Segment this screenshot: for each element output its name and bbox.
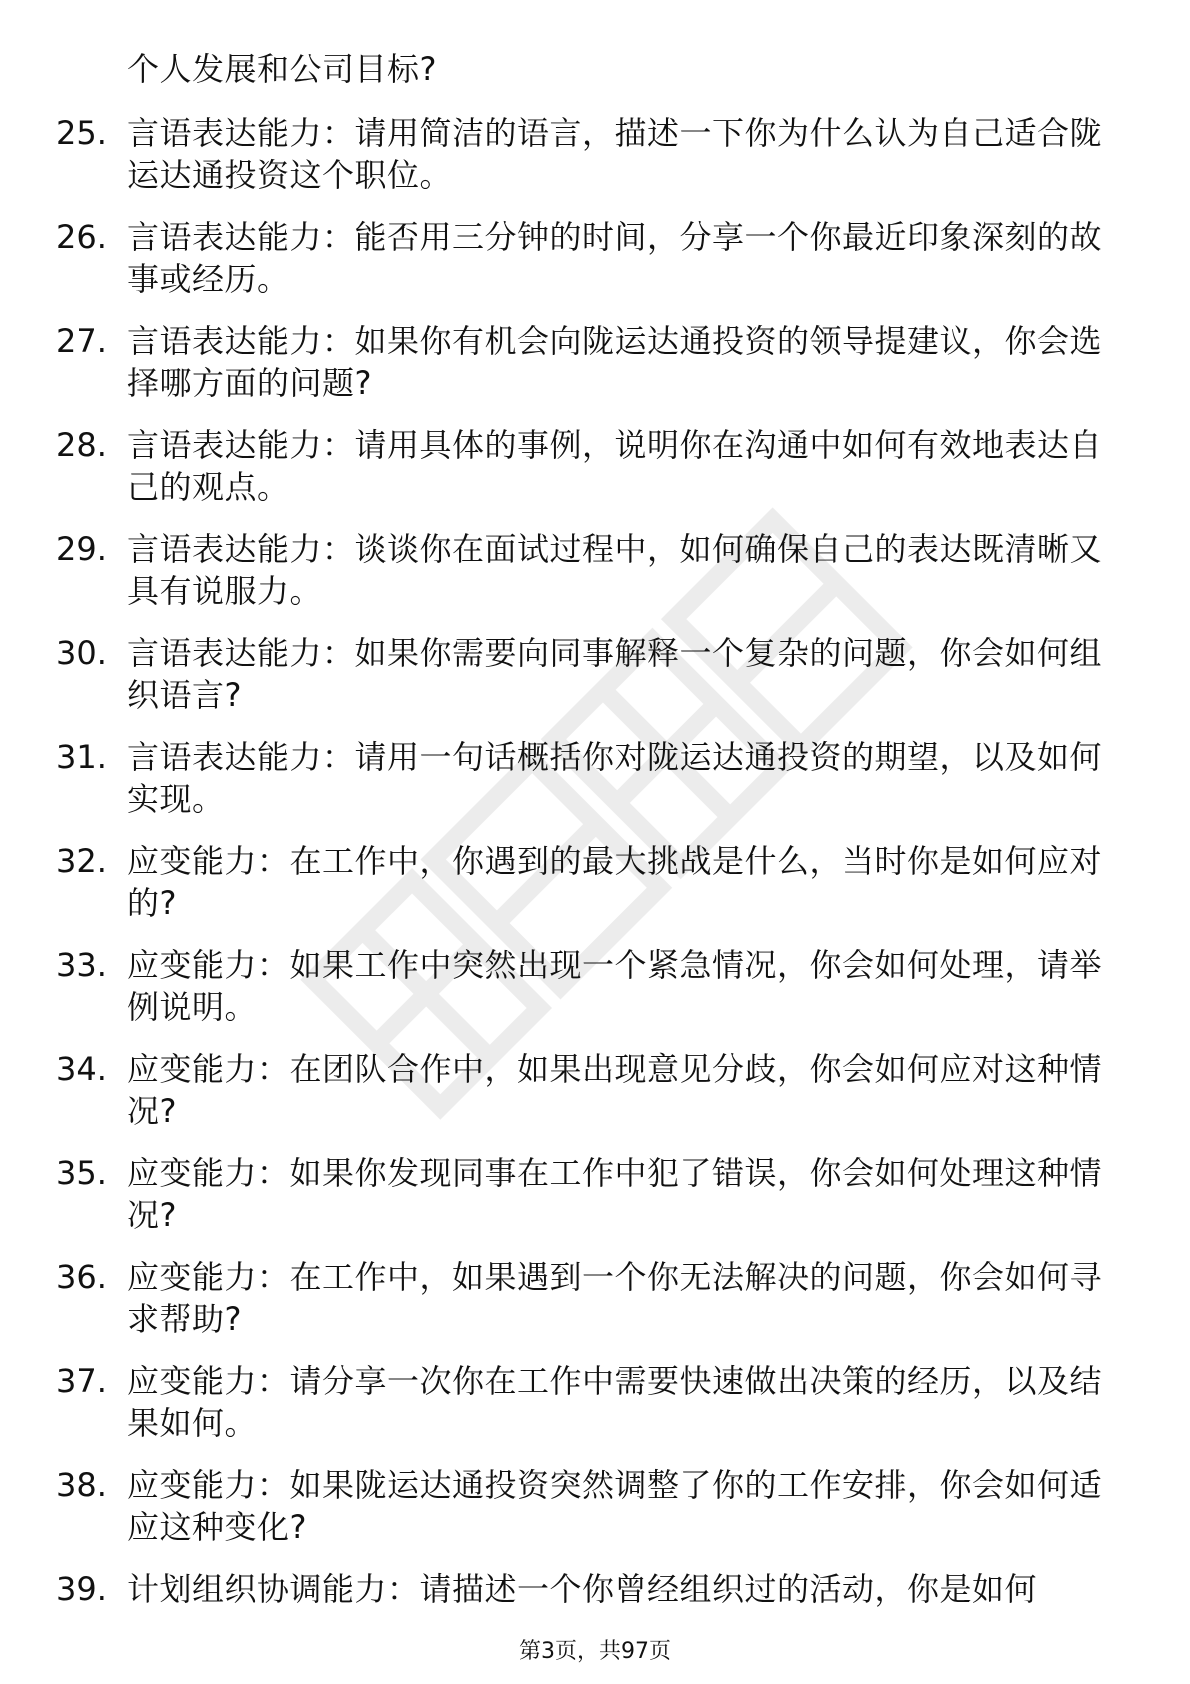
- question-number: 26.: [56, 218, 107, 256]
- question-text: 应变能力：如果陇运达通投资突然调整了你的工作安排，你会如何适应这种变化?: [127, 1466, 1103, 1546]
- question-text: 应变能力：在工作中，你遇到的最大挑战是什么，当时你是如何应对的?: [127, 842, 1103, 922]
- question-number: 25.: [56, 114, 107, 152]
- question-text: 言语表达能力：如果你需要向同事解释一个复杂的问题，你会如何组织语言?: [127, 634, 1103, 714]
- list-item: [0, 1152, 1190, 1256]
- question-number: 38.: [56, 1466, 107, 1504]
- list-item: [0, 112, 1190, 216]
- list-item: [0, 424, 1190, 528]
- question-list: [0, 112, 1190, 1672]
- continuation-text: 个人发展和公司目标?: [127, 50, 437, 88]
- question-text: 言语表达能力：请用简洁的语言，描述一下你为什么认为自己适合陇运达通投资这个职位。: [127, 114, 1103, 194]
- question-number: 33.: [56, 946, 107, 984]
- list-item: [0, 1256, 1190, 1360]
- list-item: [0, 1048, 1190, 1152]
- question-text: 言语表达能力：谈谈你在面试过程中，如何确保自己的表达既清晰又具有说服力。: [127, 530, 1103, 610]
- question-text: 应变能力：在工作中，如果遇到一个你无法解决的问题，你会如何寻求帮助?: [127, 1258, 1103, 1338]
- question-number: 31.: [56, 738, 107, 776]
- question-text: 应变能力：在团队合作中，如果出现意见分歧，你会如何应对这种情况?: [127, 1050, 1103, 1130]
- list-item: [0, 840, 1190, 944]
- question-text: 应变能力：如果工作中突然出现一个紧急情况，你会如何处理，请举例说明。: [127, 946, 1103, 1026]
- list-item: [0, 1464, 1190, 1568]
- list-item: [0, 320, 1190, 424]
- question-number: 34.: [56, 1050, 107, 1088]
- question-text: 计划组织协调能力：请描述一个你曾经组织过的活动，你是如何: [127, 1570, 1038, 1608]
- question-text: 言语表达能力：如果你有机会向陇运达通投资的领导提建议，你会选择哪方面的问题?: [127, 322, 1103, 402]
- question-number: 27.: [56, 322, 107, 360]
- question-text: 言语表达能力：请用具体的事例，说明你在沟通中如何有效地表达自己的观点。: [127, 426, 1103, 506]
- question-text: 言语表达能力：请用一句话概括你对陇运达通投资的期望，以及如何实现。: [127, 738, 1103, 818]
- list-item: [0, 736, 1190, 840]
- question-number: 35.: [56, 1154, 107, 1192]
- page-number-footer: 第3页，共97页: [519, 1639, 671, 1664]
- list-item: [0, 632, 1190, 736]
- question-number: 29.: [56, 530, 107, 568]
- question-text: 应变能力：如果你发现同事在工作中犯了错误，你会如何处理这种情况?: [127, 1154, 1103, 1234]
- list-item: [0, 944, 1190, 1048]
- question-text: 应变能力：请分享一次你在工作中需要快速做出决策的经历，以及结果如何。: [127, 1362, 1103, 1442]
- question-number: 28.: [56, 426, 107, 464]
- question-number: 36.: [56, 1258, 107, 1296]
- question-text: 言语表达能力：能否用三分钟的时间，分享一个你最近印象深刻的故事或经历。: [127, 218, 1103, 298]
- question-number: 32.: [56, 842, 107, 880]
- question-number: 37.: [56, 1362, 107, 1400]
- list-item: [0, 528, 1190, 632]
- list-item: [0, 216, 1190, 320]
- list-item: [0, 1360, 1190, 1464]
- question-number: 39.: [56, 1570, 107, 1608]
- question-number: 30.: [56, 634, 107, 672]
